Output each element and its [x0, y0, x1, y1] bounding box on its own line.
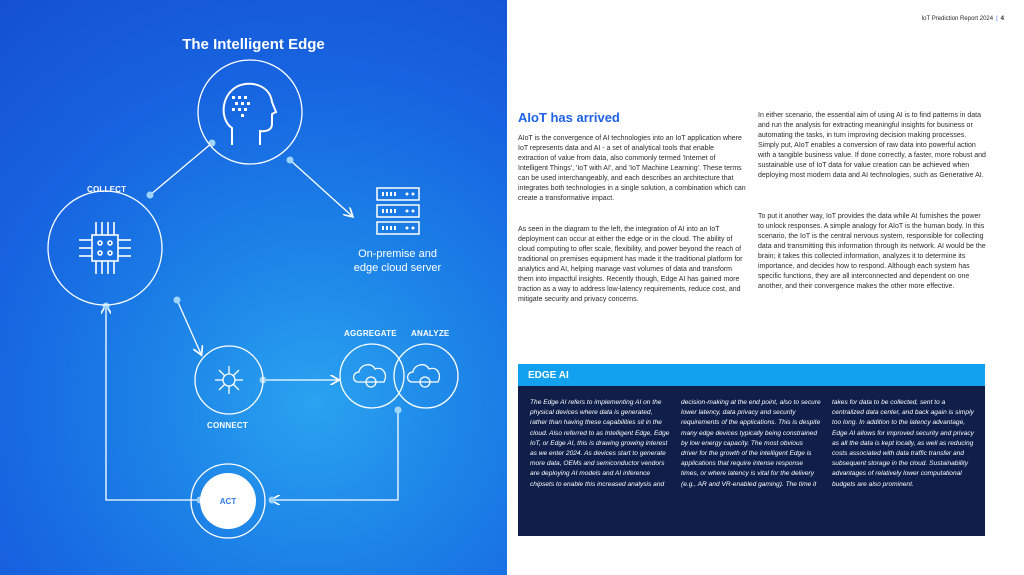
connect-node [195, 346, 263, 414]
aggregate-label: AGGREGATE [344, 329, 397, 338]
edge-ai-column-1: The Edge AI refers to implementing AI on the physical devices where data is generated, rather than having these capabilities sit in the cloud. Also referred to as Intelligent Edge, Edge IoT, or Edge AI, this is drawing growing interest as we enter 2024. As devices start to generate more data, OEMs and semiconductor vendors are deploying AI models and AI inference chipsets to enable this increased analysis and [530, 399, 670, 488]
arrow-brain-to-server [290, 160, 352, 216]
chip-icon [79, 222, 131, 274]
article-paragraph-4: To put it another way, IoT provides the data while AI furnishes the power to unlock responses. A simple analogy for AIoT is the human body. In this scenario, the IoT is the central nervous system, responsible for collecting data and transmitting this information through its network. AI would be the brain; it takes this collected information, analyzes it to determine its importance, and decides how to respond. Although each system has specific functions, they are all interconnected and dependent on one another, and their convergence makes the other more effective. [758, 213, 986, 290]
arrow-collect-to-connect [177, 300, 201, 354]
network-icon [215, 366, 243, 394]
intelligent-edge-panel [0, 0, 507, 575]
article-paragraph-2: As seen in the diagram to the left, the integration of AI into an IoT deployment can occur at either the edge or in the cloud. The ability of cloud computing to offer scale, flexibility, and power beyond the reach of traditional on premises equipment has made it the traditional platform for analytics and AI, helping manage vast volumes of data and transform them into impactful insights. Recently though, Edge AI has gained more traction as a way to address low-latency requirements, reduce cost, and mitigate security and privacy concerns. [518, 226, 743, 303]
flow-dots [103, 140, 402, 504]
cloud-gear-icon [354, 365, 386, 387]
edge-ai-title: EDGE AI [528, 369, 569, 381]
analyze-label: ANALYZE [411, 329, 450, 338]
server-label [340, 247, 455, 275]
edge-ai-heading [518, 364, 985, 386]
arrow-collect-to-brain [150, 143, 212, 195]
collect-label: COLLECT [87, 185, 127, 194]
edge-ai-column-3: takes for data to be collected, sent to a centralized data center, and back again is simply too long. In addition to the latency advantage, Edge AI allows for improved security and privacy as all the data is kept locally, as well as reducing costs associated with data traffic transfer and subsequent storage in the cloud. Sustainability advantages of relatively lower computational budgets are also prominent. [832, 399, 974, 488]
act-label: ACT [219, 496, 237, 506]
section-title: AIoT has arrived [518, 110, 620, 125]
diagram-title: The Intelligent Edge [182, 36, 325, 53]
page-header [921, 16, 1004, 22]
server-label-line2: edge cloud server [353, 262, 442, 274]
ai-head-node [198, 60, 302, 164]
edge-ai-column-2: decision-making at the end point, also to secure lower latency, data privacy and security requirements of the applications. This is despite many edge devices typically being constrained by low energy capacity. The most obvious driver for the growth of the intelligent Edge is applications that require intense response times, or where latency is vital for the delivery (e.g., AR and VR-enabled gaming). The time it [681, 399, 821, 488]
arrow-act-to-collect [106, 306, 200, 500]
server-label-line1: On-premise and [358, 248, 437, 260]
collect-node [48, 191, 162, 305]
report-title: IoT Prediction Report 2024 [921, 16, 994, 22]
header-separator: | [996, 16, 998, 22]
act-node [200, 473, 256, 529]
page-number: 4 [1000, 16, 1004, 22]
cloud-gear-icon [408, 365, 440, 387]
server-icon [377, 188, 419, 234]
article-paragraph-3: In either scenario, the essential aim of using AI is to find patterns in data and run the analysis for extracting meaningful insights for business or automating the tasks, in turn improving decision making processes. Simply put, AIoT enables a conversion of raw data into powerful action with a tangible business value. If done correctly, a faster, more robust and sustainable use of IoT data for value creation can be achieved when deploying most modern data and AI technologies, such as Generative AI. [758, 112, 986, 179]
connect-label: CONNECT [207, 421, 248, 430]
arrow-analyze-to-act [272, 410, 398, 500]
ai-head-icon [224, 84, 276, 145]
article-paragraph-1: AIoT is the convergence of AI technologies into an IoT application where IoT represents data and AI - a set of analytical tools that enable extraction of value from data, also commonly termed 'Internet of Intelligent Things', 'IoT with AI', and 'IoT Machine Learning'. These terms can be used interchangeably, and each describes an architecture that integrates both technologies in a single solution, a combination which can create a transformative impact. [518, 135, 746, 202]
